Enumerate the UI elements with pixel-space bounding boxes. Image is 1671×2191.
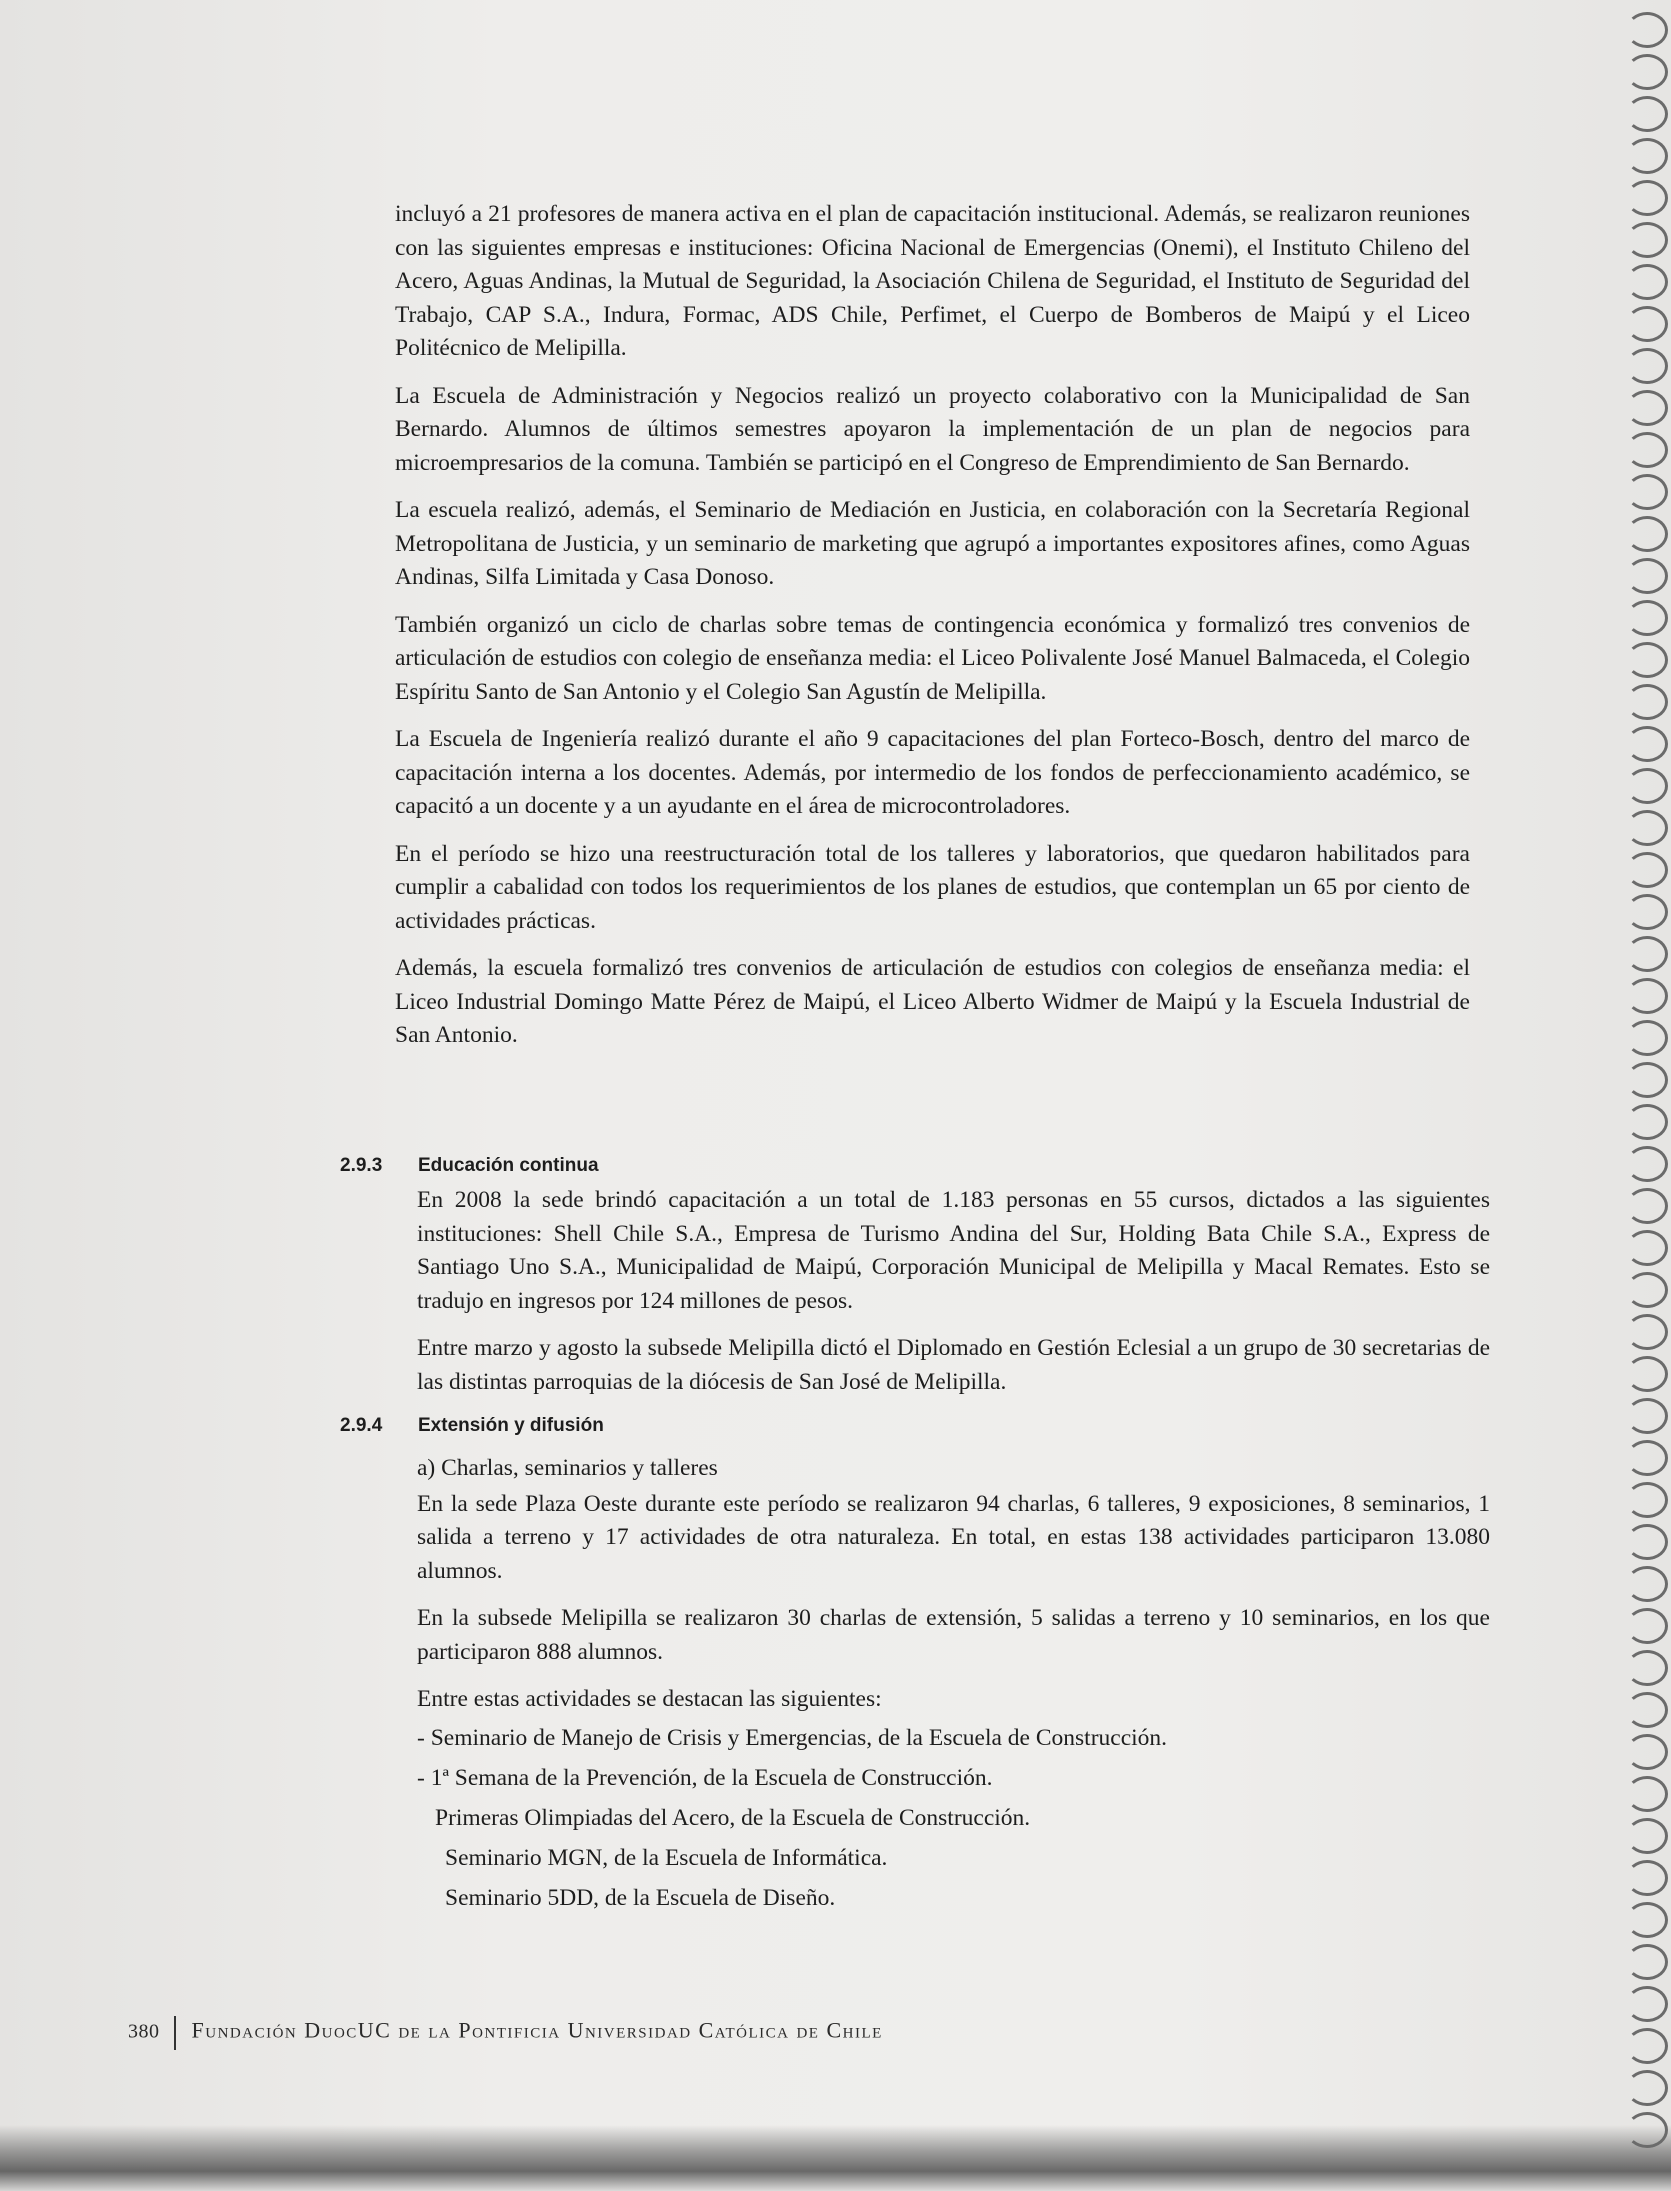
paragraph: En 2008 la sede brindó capacitación a un total de 1.183 personas en 55 cursos, dictados a las siguientes instituciones: Shell Chile S.A., Empresa de Turismo Andina del Sur, Holding Bata Chile S.A., Express de Santiago Uno S.A., Municipalidad de Maipú, Corporación Municipal de Melipilla y Macal Remates. Esto se tradujo en ingresos por 124 millones de pesos.	[417, 1187, 1490, 1314]
paragraph: La escuela realizó, además, el Seminario de Mediación en Justicia, en colaboración con la Secretaría Regional Metropolitana de Justicia, y un seminario de marketing que agrupó a importantes expositores afines, como Aguas Andinas, Silfa Limitada y Casa Donoso.	[395, 497, 1470, 590]
binding-ring	[1626, 306, 1668, 342]
binding-ring	[1626, 1020, 1668, 1056]
binding-ring	[1626, 1860, 1668, 1896]
paragraph: incluyó a 21 profesores de manera activa en el plan de capacitación institucional. Además, se realizaron reuniones con las siguientes empresas e instituciones: Oficina Nacional de Emergencias (Onemi), el Instituto Chileno del Acero, Aguas Andinas, la Mutual de Seguridad, la Asociación Chilena de Seguridad, el Instituto de Seguridad del Trabajo, CAP S.A., Indura, Formac, ADS Chile, Perfimet, el Cuerpo de Bomberos de Maipú y el Liceo Politécnico de Melipilla.	[395, 201, 1470, 361]
paragraph: La Escuela de Administración y Negocios realizó un proyecto colaborativo con la Municipalidad de San Bernardo. Alumnos de últimos semestres apoyaron la implementación de un plan de negocios para microempresarios de la comuna. También se participó en el Congreso de Emprendimiento de San Bernardo.	[395, 382, 1470, 476]
binding-ring	[1626, 474, 1668, 510]
binding-ring	[1626, 1944, 1668, 1980]
binding-ring	[1626, 348, 1668, 384]
binding-ring	[1626, 684, 1668, 720]
page-number: 380	[128, 2020, 160, 2043]
list-item: - Seminario de Manejo de Crisis y Emergencias, de la Escuela de Construcción.	[417, 1724, 1168, 1751]
spiral-binding	[1618, 0, 1671, 2191]
subheading: a) Charlas, seminarios y talleres	[417, 1455, 718, 1481]
binding-ring	[1626, 1524, 1668, 1560]
binding-ring	[1626, 1734, 1668, 1770]
binding-ring	[1626, 978, 1668, 1014]
binding-ring	[1626, 2112, 1668, 2148]
binding-ring	[1626, 54, 1668, 90]
section-heading-2-9-4	[340, 1415, 604, 1437]
binding-ring	[1626, 138, 1668, 174]
section-2-9-3-body	[417, 1184, 1490, 1413]
paragraph: En el período se hizo una reestructuración total de los talleres y laboratorios, que quedaron habilitados para cumplir a cabalidad con todos los requerimientos de los planes de estudios, que contemplan un 65 por ciento de actividades prácticas.	[395, 840, 1470, 934]
paragraph: En la sede Plaza Oeste durante este período se realizaron 94 charlas, 6 talleres, 9 exposiciones, 8 seminarios, 1 salida a terreno y 17 actividades de otra naturaleza. En total, en estas 138 actividades participaron 13.080 alumnos.	[417, 1490, 1490, 1584]
scan-edge-shadow	[0, 2125, 1671, 2191]
section-title: Extensión y difusión	[418, 1415, 604, 1436]
footer-institution: Fundación DuocUC de la Pontificia Universidad Católica de Chile	[191, 2017, 883, 2043]
binding-ring	[1626, 1566, 1668, 1602]
binding-ring	[1626, 96, 1668, 132]
binding-ring	[1626, 12, 1668, 48]
page-footer	[128, 2016, 883, 2050]
binding-ring	[1626, 1818, 1668, 1854]
paragraph: Entre marzo y agosto la subsede Melipilla dictó el Diplomado en Gestión Eclesial a un grupo de 30 secretarias de las distintas parroquias de la diócesis de San José de Melipilla.	[417, 1335, 1490, 1395]
binding-ring	[1626, 2028, 1668, 2064]
binding-ring	[1626, 1230, 1668, 1266]
binding-ring	[1626, 768, 1668, 804]
section-2-9-4-body	[417, 1452, 1490, 1921]
binding-ring	[1626, 894, 1668, 930]
paragraph: Además, la escuela formalizó tres convenios de articulación de estudios con colegios de enseñanza media: el Liceo Industrial Domingo Matte Pérez de Maipú, el Liceo Alberto Widmer de Maipú y la Escuela Industrial de San Antonio.	[395, 955, 1470, 1048]
binding-ring	[1626, 264, 1668, 300]
list-item: Seminario MGN, de la Escuela de Informática.	[445, 1844, 888, 1871]
binding-ring	[1626, 1986, 1668, 2022]
list-item: Seminario 5DD, de la Escuela de Diseño.	[445, 1884, 836, 1911]
binding-ring	[1626, 1398, 1668, 1434]
list-item: - 1ª Semana de la Prevención, de la Escuela de Construcción.	[417, 1764, 993, 1791]
binding-ring	[1626, 726, 1668, 762]
list-item: Primeras Olimpiadas del Acero, de la Escuela de Construcción.	[435, 1804, 1031, 1831]
binding-ring	[1626, 1188, 1668, 1224]
binding-ring	[1626, 1062, 1668, 1098]
top-body-text	[395, 198, 1470, 1067]
binding-ring	[1626, 390, 1668, 426]
binding-ring	[1626, 1650, 1668, 1686]
binding-ring	[1626, 558, 1668, 594]
paragraph: Entre estas actividades se destacan las siguientes:	[417, 1686, 882, 1712]
binding-ring	[1626, 1902, 1668, 1938]
binding-ring	[1626, 642, 1668, 678]
binding-ring	[1626, 1146, 1668, 1182]
binding-ring	[1626, 1692, 1668, 1728]
binding-ring	[1626, 1440, 1668, 1476]
section-number: 2.9.4	[340, 1415, 383, 1436]
binding-ring	[1626, 1608, 1668, 1644]
paragraph: También organizó un ciclo de charlas sobre temas de contingencia económica y formalizó tres convenios de articulación de estudios con colegio de enseñanza media: el Liceo Polivalente José Manuel Balmaceda, el Colegio Espíritu Santo de San Antonio y el Colegio San Agustín de Melipilla.	[395, 611, 1470, 705]
binding-ring	[1626, 432, 1668, 468]
binding-ring	[1626, 936, 1668, 972]
binding-ring	[1626, 1356, 1668, 1392]
paragraph: En la subsede Melipilla se realizaron 30 charlas de extensión, 5 salidas a terreno y 10 seminarios, en los que participaron 888 alumnos.	[417, 1605, 1490, 1665]
binding-ring	[1626, 600, 1668, 636]
binding-ring	[1626, 1776, 1668, 1812]
footer-divider	[174, 2016, 176, 2050]
binding-ring	[1626, 2070, 1668, 2106]
section-number: 2.9.3	[340, 1155, 383, 1176]
binding-ring	[1626, 1482, 1668, 1518]
binding-ring	[1626, 180, 1668, 216]
section-heading-2-9-3	[340, 1155, 599, 1177]
binding-ring	[1626, 1272, 1668, 1308]
binding-ring	[1626, 852, 1668, 888]
binding-ring	[1626, 810, 1668, 846]
binding-ring	[1626, 222, 1668, 258]
section-title: Educación continua	[418, 1155, 599, 1176]
paragraph: La Escuela de Ingeniería realizó durante el año 9 capacitaciones del plan Forteco-Bosch, dentro del marco de capacitación interna a los docentes. Además, por intermedio de los fondos de perfeccionamiento académico, se capacitó a un docente y a un ayudante en el área de microcontroladores.	[395, 726, 1470, 819]
binding-ring	[1626, 1314, 1668, 1350]
binding-ring	[1626, 1104, 1668, 1140]
binding-ring	[1626, 516, 1668, 552]
